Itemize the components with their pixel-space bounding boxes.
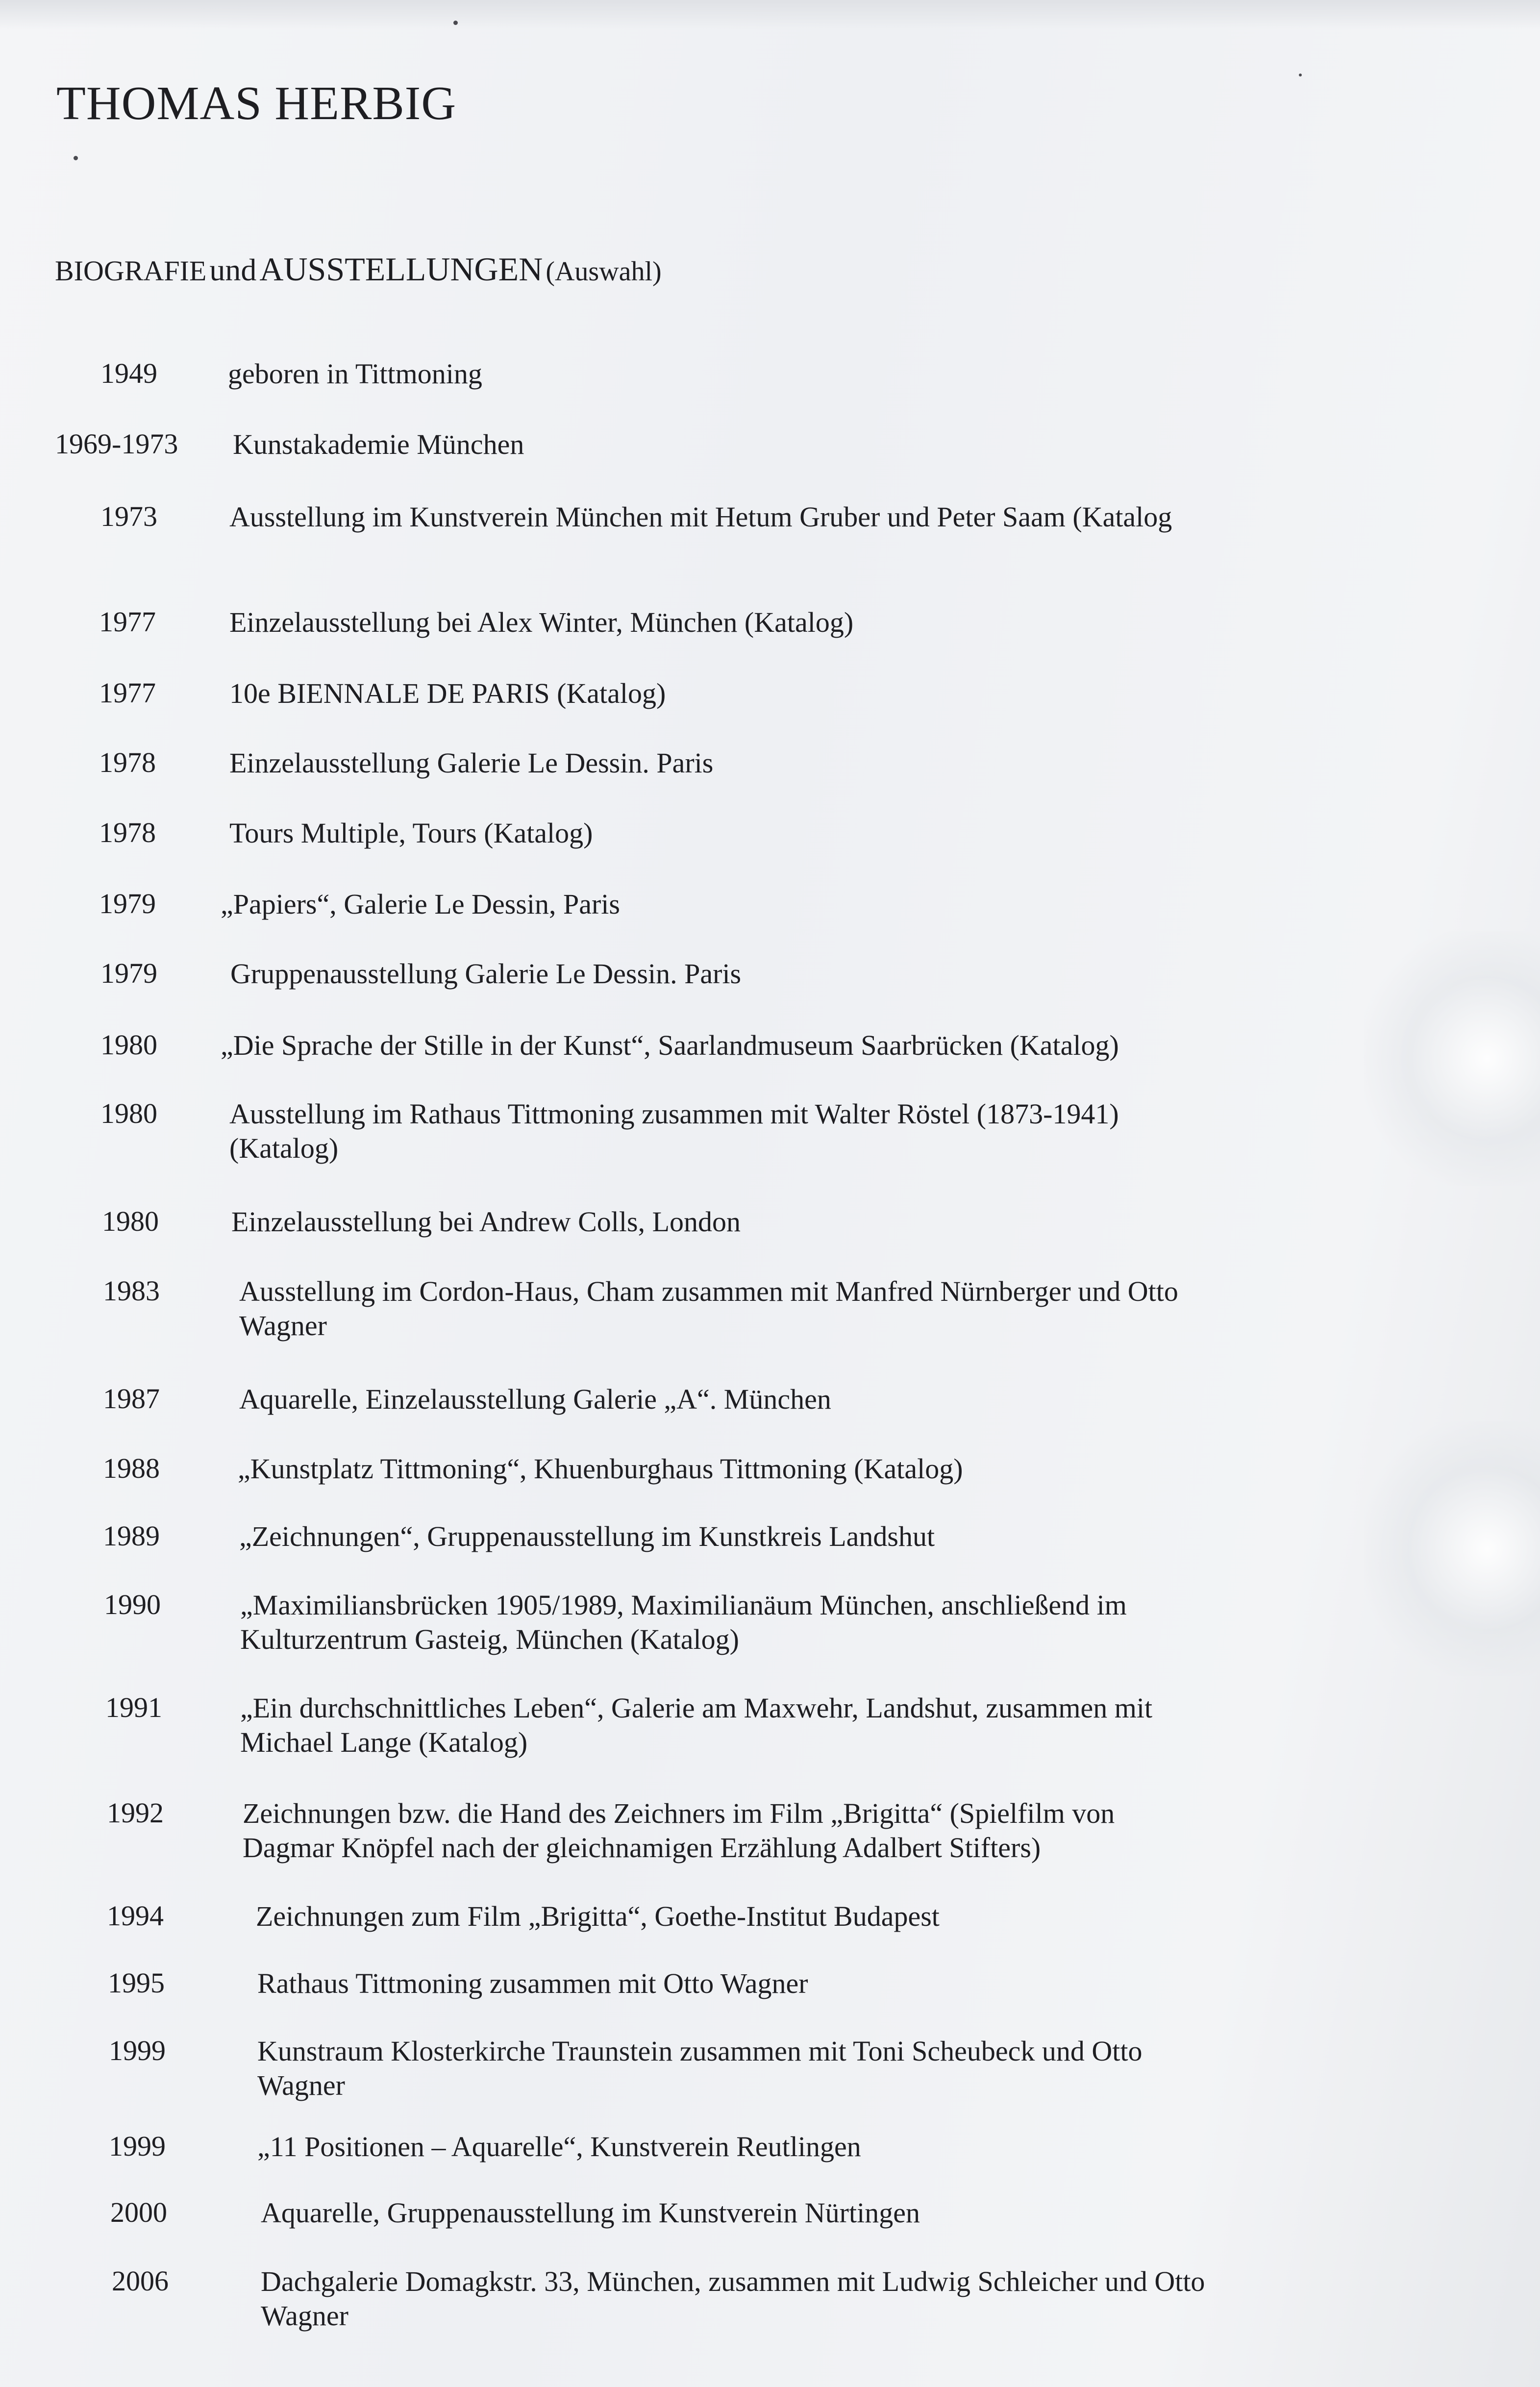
- entry-text: Aquarelle, Einzelausstellung Galerie „A“. München: [239, 1383, 831, 1415]
- entry-text: Kunstakademie München: [233, 428, 524, 460]
- entry-text: Rathaus Tittmoning zusammen mit Otto Wagner: [257, 1967, 808, 1999]
- entry-text: „Die Sprache der Stille in der Kunst“, Saarlandmuseum Saarbrücken (Katalog): [221, 1029, 1119, 1061]
- entry-year: 1991: [105, 1691, 162, 1723]
- entry-text: Ausstellung im Kunstverein München mit Hetum Gruber und Peter Saam (Katalog: [229, 501, 1172, 533]
- entry-text: geboren in Tittmoning: [228, 358, 482, 390]
- entry-text: „Ein durchschnittliches Leben“, Galerie am Maxwehr, Landshut, zusammen mit Michael Lange (Katalog): [240, 1692, 1153, 1758]
- entry-text: „Papiers“, Galerie Le Dessin, Paris: [221, 888, 620, 920]
- entry-year: 1999: [109, 2035, 166, 2066]
- entry-year: 1992: [107, 1797, 164, 1829]
- entry-year: 1987: [103, 1383, 160, 1415]
- entry-year: 2000: [110, 2196, 167, 2228]
- entry-year: 2006: [112, 2265, 169, 2297]
- entry-year: 1980: [102, 1205, 159, 1237]
- entry-text: „Kunstplatz Tittmoning“, Khuenburghaus Tittmoning (Katalog): [238, 1453, 963, 1485]
- heading-und: und: [209, 252, 257, 287]
- entry-text: Kunstraum Klosterkirche Traunstein zusammen mit Toni Scheubeck und Otto Wagner: [257, 2035, 1143, 2101]
- entry-text: Gruppenausstellung Galerie Le Dessin. Paris: [230, 958, 742, 990]
- entry-text: Ausstellung im Cordon-Haus, Cham zusammen mit Manfred Nürnberger und Otto Wagner: [239, 1275, 1178, 1342]
- entry-year: 1969-1973: [55, 428, 178, 460]
- entry-year: 1980: [100, 1097, 157, 1129]
- entry-text: „11 Positionen – Aquarelle“, Kunstverein Reutlingen: [257, 2131, 861, 2163]
- entry-year: 1979: [100, 957, 157, 989]
- entry-year: 1979: [99, 888, 156, 920]
- entry-text: 10e BIENNALE DE PARIS (Katalog): [229, 677, 666, 709]
- entry-text: „Maximiliansbrücken 1905/1989, Maximilianäum München, anschließend im Kulturzentrum Gasteig, München (Katalog): [240, 1589, 1127, 1655]
- entry-year: 1990: [104, 1589, 161, 1620]
- entry-year: 1983: [103, 1275, 160, 1307]
- heading-ausstellungen: AUSSTELLUNGEN: [259, 250, 543, 288]
- entry-text: Einzelausstellung bei Alex Winter, München (Katalog): [229, 606, 854, 638]
- entry-text: Zeichnungen bzw. die Hand des Zeichners im Film „Brigitta“ (Spielfilm von Dagmar Knöpfel nach der gleichnamigen Erzählung Adalbert Stifters): [243, 1797, 1115, 1864]
- entry-year: 1995: [108, 1967, 165, 1999]
- entry-year: 1988: [103, 1452, 160, 1484]
- heading-auswahl: (Auswahl): [546, 256, 662, 287]
- entry-text: Tours Multiple, Tours (Katalog): [229, 817, 593, 849]
- entry-text: Ausstellung im Rathaus Tittmoning zusammen mit Walter Röstel (1873-1941) (Katalog): [229, 1098, 1119, 1164]
- entry-year: 1977: [99, 606, 156, 638]
- entry-text: Dachgalerie Domagkstr. 33, München, zusammen mit Ludwig Schleicher und Otto Wagner: [261, 2265, 1205, 2332]
- entry-text: Aquarelle, Gruppenausstellung im Kunstverein Nürtingen: [261, 2197, 920, 2229]
- entry-year: 1989: [103, 1520, 160, 1552]
- entry-text: Zeichnungen zum Film „Brigitta“, Goethe-Institut Budapest: [256, 1900, 940, 1932]
- entry-year: 1949: [100, 357, 157, 389]
- author-name: THOMAS HERBIG: [56, 77, 457, 130]
- entry-year: 1994: [107, 1900, 164, 1932]
- entry-year: 1977: [99, 677, 156, 709]
- entry-text: „Zeichnungen“, Gruppenausstellung im Kunstkreis Landshut: [239, 1520, 935, 1552]
- entry-text: Einzelausstellung Galerie Le Dessin. Paris: [229, 747, 714, 779]
- entry-year: 1980: [100, 1029, 157, 1061]
- entry-text: Einzelausstellung bei Andrew Colls, London: [231, 1206, 741, 1238]
- entry-year: 1978: [99, 746, 156, 778]
- heading-biografie: BIOGRAFIE: [55, 255, 207, 287]
- entry-year: 1973: [100, 500, 157, 532]
- entry-year: 1978: [99, 817, 156, 848]
- entry-year: 1999: [109, 2130, 166, 2162]
